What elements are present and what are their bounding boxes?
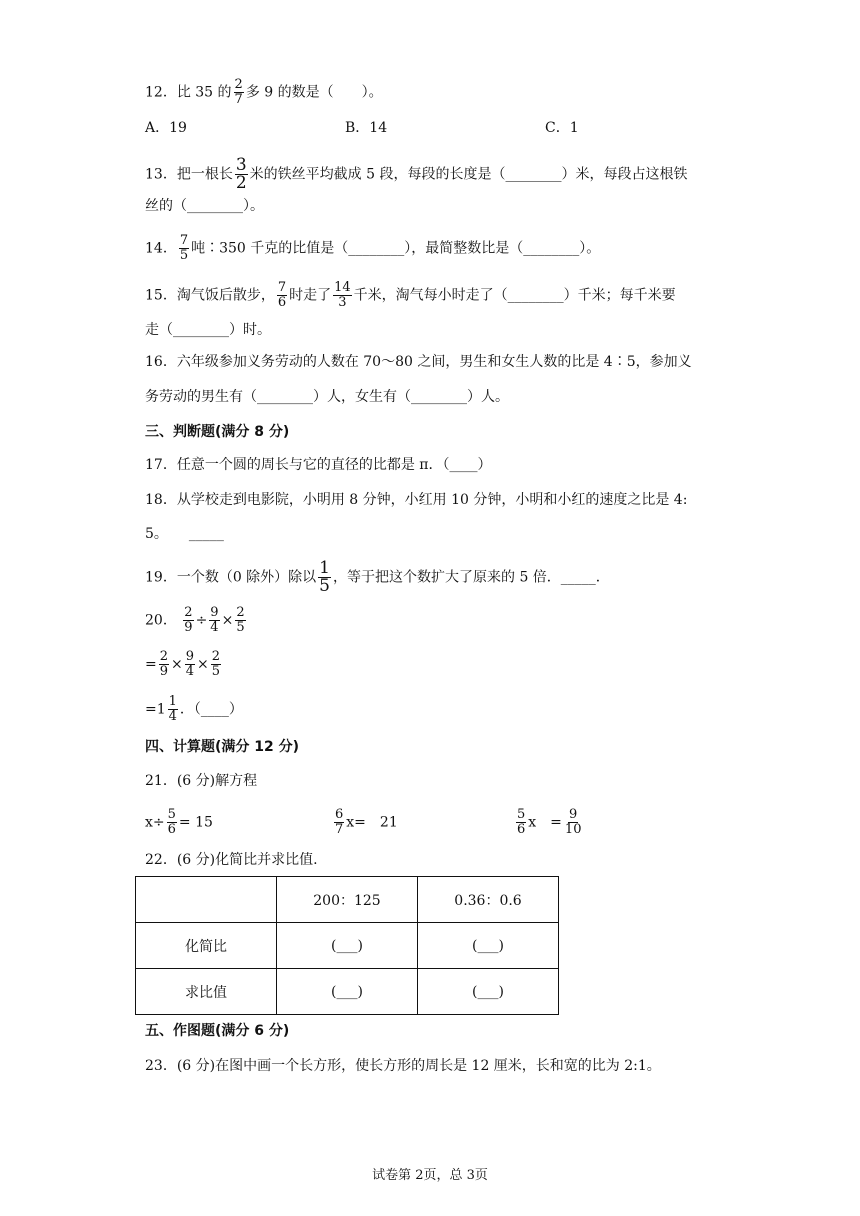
equation-2: $\frac{6}{7}$ x= 21 xyxy=(335,807,398,837)
page-footer: 试卷第 2页，总 3页 xyxy=(372,1168,488,1183)
question-12: 12．比 35 的 $\frac{2}{7}$ 多 9 的数是（ ）。 xyxy=(145,77,383,107)
table-cell: (___) xyxy=(418,923,559,969)
question-15: 15．淘气饭后散步， $\frac{7}{6}$ 时走了 $\frac{14}{3}$ 千米，淘气每小时走了（________）千米；每千米要 xyxy=(145,280,676,310)
option-b: B．14 xyxy=(345,120,388,136)
question-22: 22．(6 分)化简比并求比值. xyxy=(145,852,318,868)
fraction: $\frac{6}{7}$ xyxy=(335,807,344,837)
question-16: 16．六年级参加义务劳动的人数在 70～80 之间，男生和女生人数的比是 4∶5，参加义 xyxy=(145,354,692,370)
table-cell xyxy=(136,877,277,923)
fraction: $\frac{2}{5}$ xyxy=(211,649,221,679)
fraction: $\frac{2}{9}$ xyxy=(159,649,169,679)
table-row xyxy=(136,969,559,1015)
fraction: $\frac{1}{4}$ xyxy=(168,694,177,724)
equation-1: x÷ $\frac{5}{6}$ = 15 xyxy=(145,807,213,837)
fraction: $\frac{1}{5}$ xyxy=(319,558,330,596)
question-13-line2: 丝的（________）。 xyxy=(145,198,264,214)
fraction: $\frac{2}{7}$ xyxy=(234,77,243,107)
section-heading-3: 三、判断题(满分 8 分) xyxy=(145,424,290,440)
table-cell: 0.36：0.6 xyxy=(418,877,559,923)
question-16-line2: 务劳动的男生有（________）人，女生有（________）人。 xyxy=(145,389,509,405)
question-18: 18．从学校走到电影院，小明用 8 分钟，小红用 10 分钟，小明和小红的速度之比是 4: xyxy=(145,492,688,508)
option-a: A．19 xyxy=(145,120,187,136)
table-cell: (___) xyxy=(277,923,418,969)
fraction: $\frac{3}{2}$ xyxy=(235,155,247,193)
question-20-row1: 20． $\frac{2}{9}$ ÷ $\frac{9}{4}$ × $\frac{2}{5}$ xyxy=(145,605,245,635)
fraction: $\frac{7}{5}$ xyxy=(179,233,189,263)
fraction: $\frac{9}{4}$ xyxy=(185,649,195,679)
table-cell: 化简比 xyxy=(136,923,277,969)
question-18-line2: 5。 _____ xyxy=(145,526,224,542)
table-cell: (___) xyxy=(277,969,418,1015)
fraction: $\frac{5}{6}$ xyxy=(167,807,176,837)
ratio-table xyxy=(135,876,559,1015)
question-21: 21．(6 分)解方程 xyxy=(145,773,258,789)
table-row xyxy=(136,877,559,923)
option-c: C．1 xyxy=(545,120,579,136)
question-23: 23．(6 分)在图中画一个长方形，使长方形的周长是 12 厘米，长和宽的比为 2:1。 xyxy=(145,1058,661,1074)
table-row xyxy=(136,923,559,969)
fraction: $\frac{14}{3}$ xyxy=(334,280,351,310)
question-13: 13．把一根长 $\frac{3}{2}$ 米的铁丝平均截成 5 段，每段的长度是（________）米，每段占这根铁 xyxy=(145,155,688,193)
fraction: $\frac{9}{10}$ xyxy=(564,807,582,837)
equation-3: $\frac{5}{6}$ x = $\frac{9}{10}$ xyxy=(517,807,582,837)
question-20-row2: = $\frac{2}{9}$ × $\frac{9}{4}$ × $\frac{2}{5}$ xyxy=(145,649,221,679)
fraction: $\frac{9}{4}$ xyxy=(210,605,219,635)
fraction: $\frac{2}{9}$ xyxy=(184,605,193,635)
table-cell: (___) xyxy=(418,969,559,1015)
question-15-line2: 走（________）时。 xyxy=(145,322,271,338)
fraction: $\frac{5}{6}$ xyxy=(517,807,526,837)
section-heading-5: 五、作图题(满分 6 分) xyxy=(145,1023,290,1039)
question-14: 14． $\frac{7}{5}$ 吨∶350 千克的比值是（________），最简整数比是（________）。 xyxy=(145,233,601,263)
question-20-row3: =1 $\frac{1}{4}$ ．（____） xyxy=(145,694,243,724)
question-17: 17．任意一个圆的周长与它的直径的比都是 π．（____） xyxy=(145,457,492,473)
fraction: $\frac{7}{6}$ xyxy=(277,280,287,310)
table-cell: 200：125 xyxy=(277,877,418,923)
fraction: $\frac{2}{5}$ xyxy=(236,605,245,635)
table-cell: 求比值 xyxy=(136,969,277,1015)
question-19: 19．一个数（0 除外）除以 $\frac{1}{5}$ ，等于把这个数扩大了原来的 5 倍．_____． xyxy=(145,558,610,596)
section-heading-4: 四、计算题(满分 12 分) xyxy=(145,739,300,755)
